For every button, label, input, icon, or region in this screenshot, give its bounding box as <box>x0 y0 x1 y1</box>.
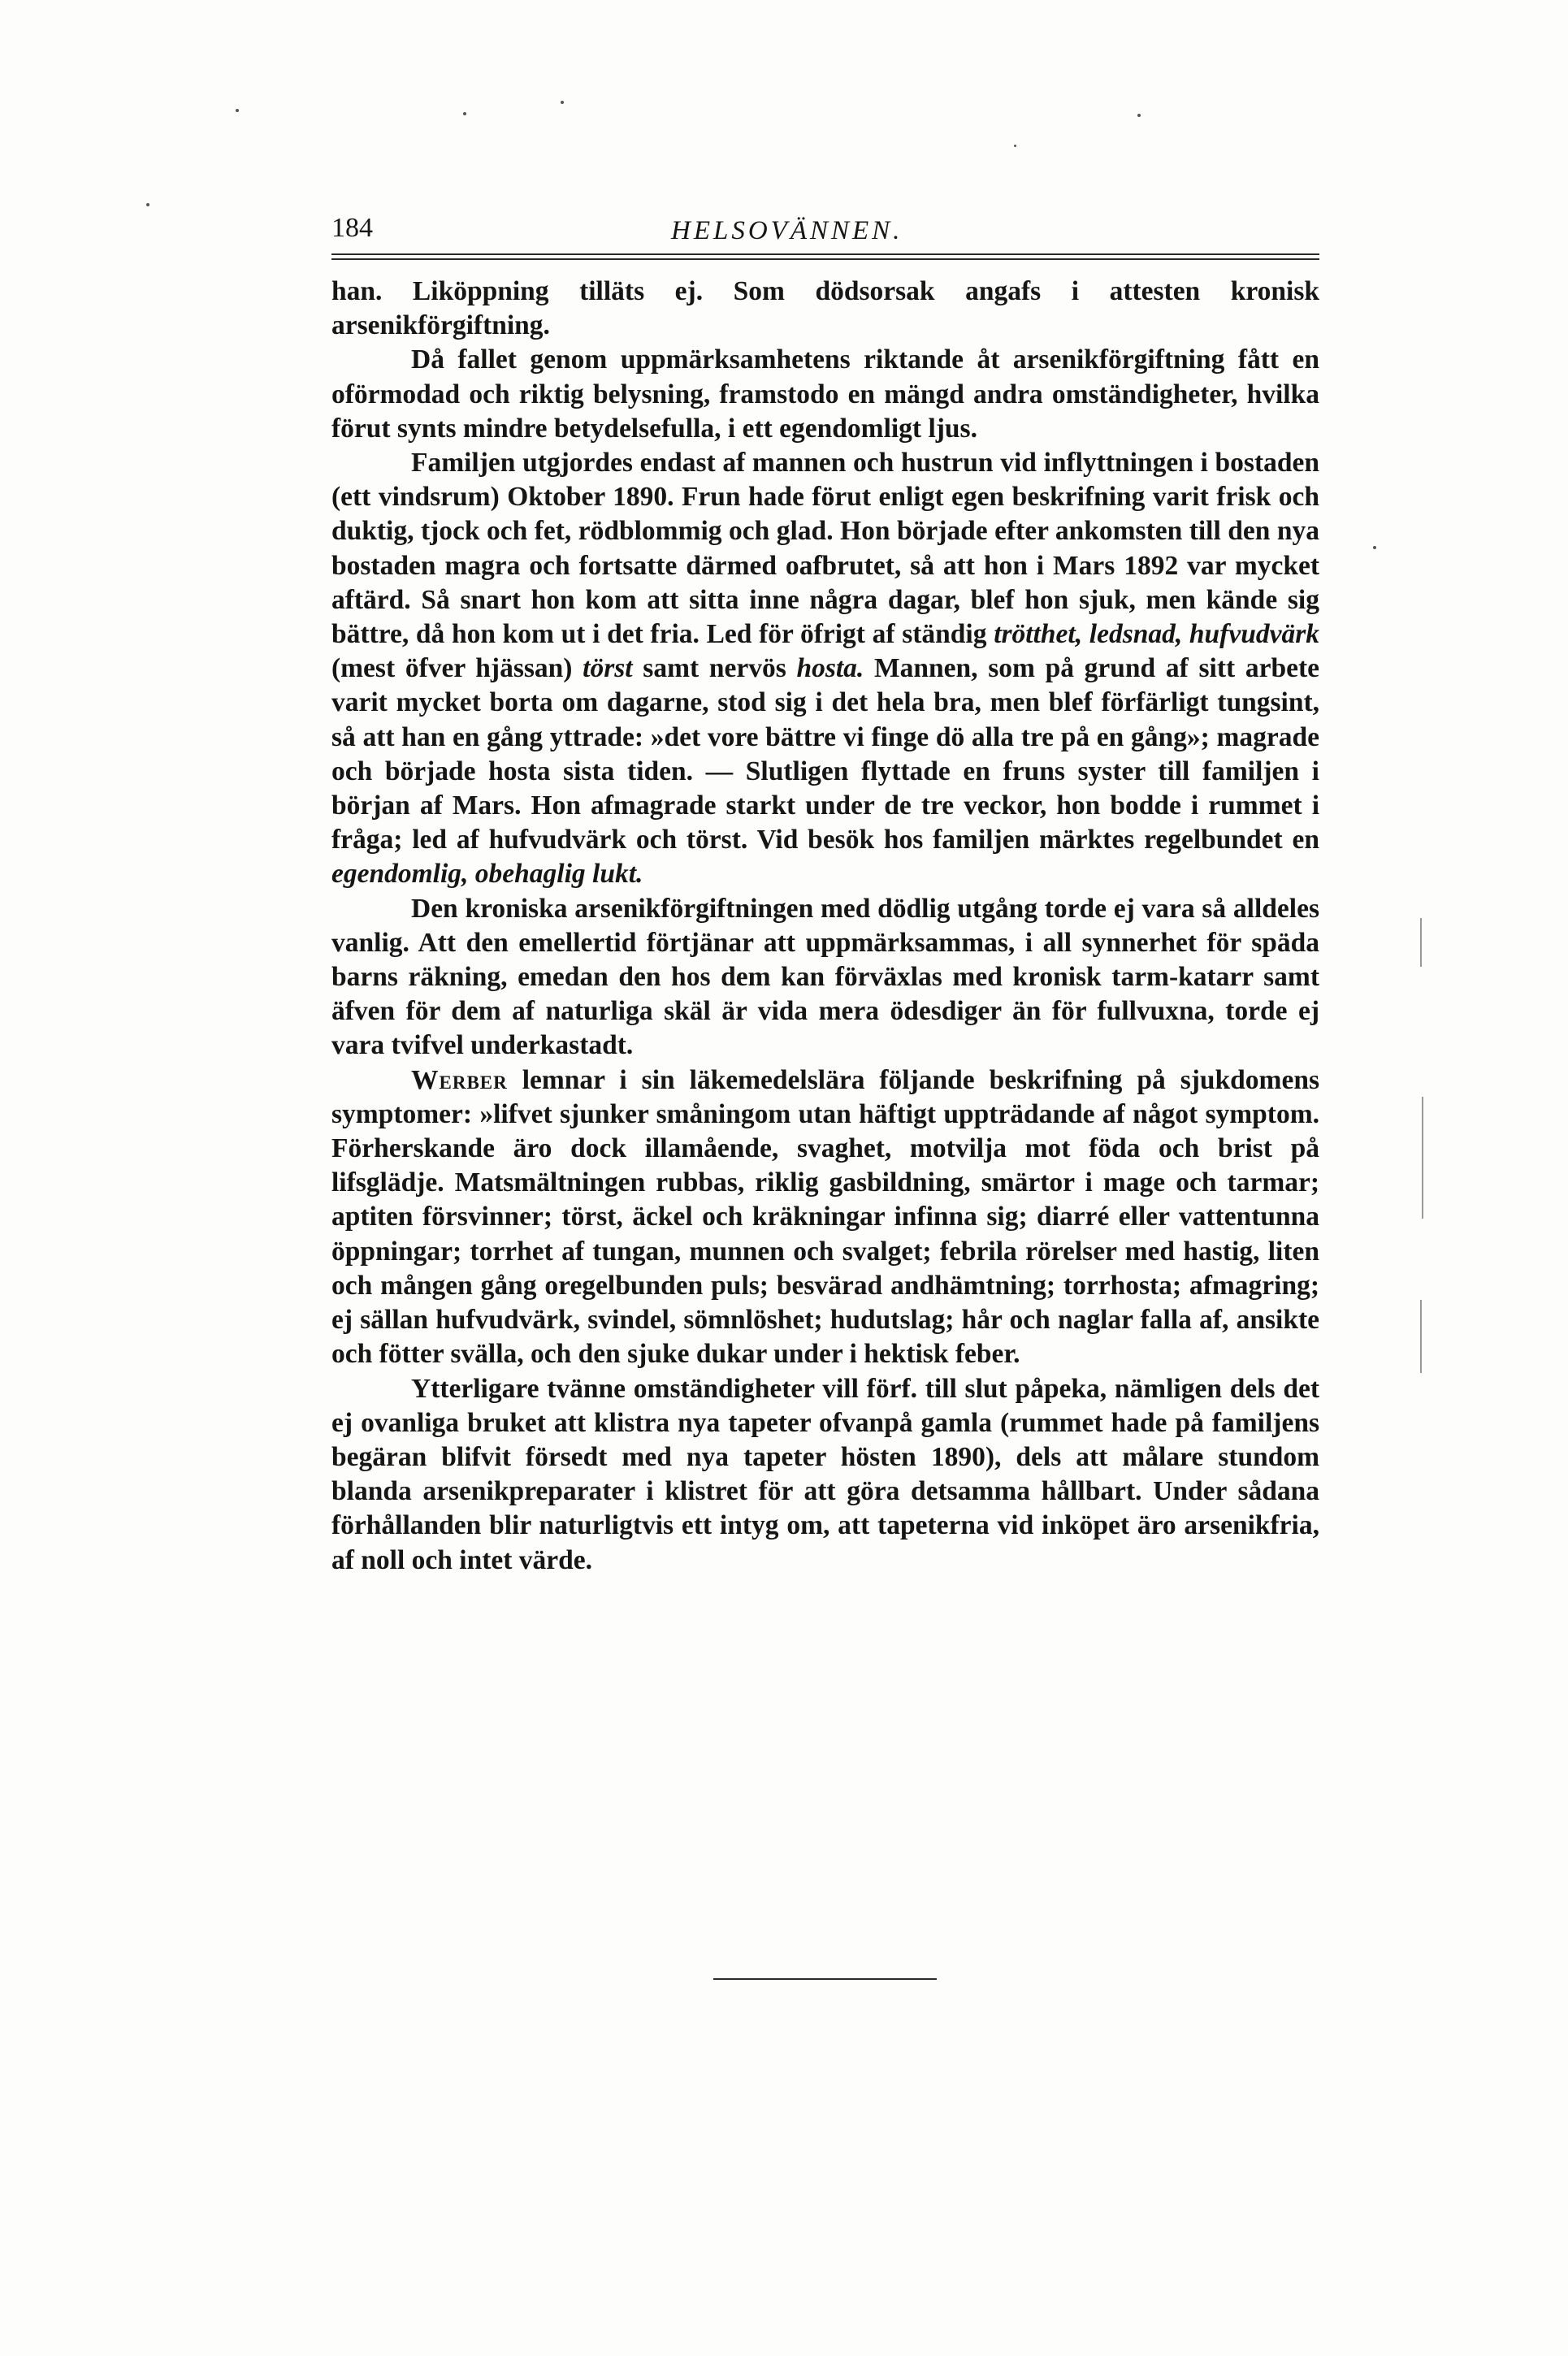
text-run: Familjen utgjordes endast af mannen och hustrun vid inflyttningen i bostaden (ett vindsrum) Oktober 1890. Frun hade förut enligt egen beskrifning varit frisk och duktig, tjock och fet, rödblommig och glad. Hon började efter ankomsten till den nya bostaden magra och fortsatte därmed oafbrutet, så att hon i Mars 1892 var mycket aftärd. Så snart hon kom att sitta inne några dagar, blef hon sjuk, men kände sig bättre, då hon kom ut i det fria. Led för öfrigt af ständig <box>331 448 1319 650</box>
italic-run: trötthet, ledsnad, hufvudvärk <box>994 619 1319 650</box>
text-run: samt nervös <box>632 653 797 684</box>
scan-speck <box>1014 145 1016 147</box>
page-number: 184 <box>331 213 373 243</box>
author-name-run: Werber <box>411 1064 508 1095</box>
italic-run: hosta. <box>796 653 864 684</box>
header-rule <box>331 253 1319 255</box>
text-run: Då fallet genom uppmärksamhetens riktande åt arsenikförgiftning fått en oförmodad och riktig belysning, framstodo en mängd andra omständigheter, hvilka förut synts mindre betydelsefulla, i ett egendomligt ljus. <box>331 344 1319 444</box>
scan-speck <box>146 203 149 206</box>
text-run: han. Liköppning tilläts ej. Som dödsorsak angafs i attesten kronisk arsenikförgiftning. <box>331 276 1319 341</box>
scan-speck <box>1137 114 1141 117</box>
margin-mark <box>1420 1300 1422 1373</box>
italic-run: törst <box>583 653 633 684</box>
margin-mark <box>1420 918 1422 967</box>
italic-run: egendomlig, obehaglig lukt. <box>331 859 643 890</box>
paragraph <box>331 1372 1319 1578</box>
text-run: (mest öfver hjässan) <box>331 653 583 684</box>
scan-speck <box>561 101 564 104</box>
scan-speck <box>236 109 239 112</box>
paragraph <box>331 892 1319 1063</box>
text-run: Ytterligare tvänne omständigheter vill förf. till slut påpeka, nämligen dels det ej ovanliga bruket att klistra nya tapeter ofvanpå gamla (rummet hade på familjens begäran blifvit försedt med nya tapeter hösten 1890), dels att målare stundom blanda arsenikpreparater i klistret för att göra detsamma hållbart. Under sådana förhållanden blir naturligtvis ett intyg om, att tapeterna vid inköpet äro arsenikfria, af noll och intet värde. <box>331 1373 1319 1575</box>
text-run: Den kroniska arsenikförgiftningen med dödlig utgång torde ej vara så alldeles vanlig. Att den emellertid förtjänar att uppmärksammas, i all synnerhet för späda barns räkning, emedan den hos dem kan förväxlas med kronisk tarm-katarr samt äfven för dem af naturliga skäl är vida mera ödesdiger än för fullvuxna, torde ej vara tvifvel underkastadt. <box>331 893 1319 1061</box>
paragraph <box>331 446 1319 892</box>
scan-speck <box>463 112 466 115</box>
text-run: lemnar i sin läkemedelslära följande beskrifning på sjukdomens symptomer: »lifvet sjunker småningom utan häftigt uppträdande af något symptom. Förherskande äro dock illamående, svaghet, motvilja mot föda och brist på lifsglädje. Matsmältningen rubbas, riklig gasbildning, smärtor i mage och tarmar; aptiten försvinner; törst, äckel och kräkningar infinna sig; diarré eller vattentunna öppningar; torrhet af tungan, munnen och svalget; febrila rörelser med hastig, liten och mången gång oregelbunden puls; besvärad andhämtning; torrhosta; afmagring; ej sällan hufvudvärk, svindel, sömnlöshet; hudutslag; hår och naglar falla af, ansikte och fötter svälla, och den sjuke dukar under i hektisk feber. <box>331 1064 1319 1370</box>
margin-mark <box>1422 1097 1423 1219</box>
paragraph <box>331 275 1319 343</box>
paragraph <box>331 343 1319 446</box>
journal-title: HELSOVÄNNEN. <box>671 216 903 245</box>
scan-speck <box>1373 546 1376 549</box>
header-rule <box>331 258 1319 260</box>
running-head <box>331 213 1323 262</box>
article-body <box>331 275 1319 1578</box>
paragraph <box>331 1063 1319 1372</box>
closing-rule <box>713 1978 937 1980</box>
text-run: Mannen, som på grund af sitt arbete varit mycket borta om dagarne, stod sig i det hela bra, men blef förfärligt tungsint, så att han en gång yttrade: »det vore bättre vi finge dö alla tre på en gång»; magrade och började hosta sista tiden. — Slutligen flyttade en fruns syster till familjen i början af Mars. Hon afmagrade starkt under de tre veckor, hon bodde i rummet i fråga; led af hufvudvärk och törst. Vid besök hos familjen märktes regelbundet en <box>331 653 1319 855</box>
